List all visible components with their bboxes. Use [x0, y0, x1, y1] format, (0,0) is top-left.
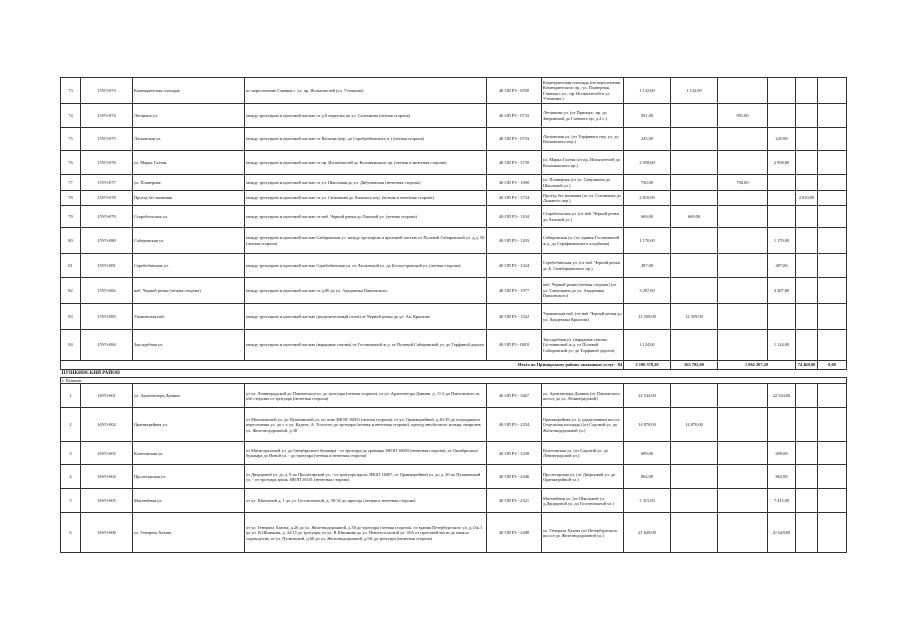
amount [796, 104, 818, 128]
row-number: 81 [61, 254, 81, 278]
amount [671, 151, 718, 175]
amount [818, 206, 847, 228]
amount-total: 1 132,00 [624, 78, 671, 104]
amount [671, 254, 718, 278]
road-segment: Серебобинская ул. (от наб. Черной речки до Б. Симбирцевского пр.) [542, 254, 624, 278]
amount [768, 78, 796, 104]
road-segment: Оранжерейная ул. (с разделенным шоссе Отдельная площадь) (от Садовой ул. до Железнодорожной ул.) [542, 408, 624, 442]
item-code: 16УО-001 [81, 384, 133, 408]
road-reference: 40 ОП РЗ - 1324 [487, 254, 542, 278]
street-name: Ушаковская наб. [133, 304, 245, 330]
amount: 1 124,00 [768, 330, 796, 361]
item-code: 15УО-073 [81, 78, 133, 104]
amount [796, 513, 818, 553]
amount [818, 191, 847, 206]
table-row [61, 408, 847, 442]
amount: 699,00 [768, 442, 796, 465]
item-code: 15УО-079 [81, 206, 133, 228]
row-number: 77 [61, 175, 81, 191]
street-name: Магазейная ул. [133, 489, 245, 513]
street-name: ул. Архитектора Данини [133, 384, 245, 408]
amount: 487,00 [768, 254, 796, 278]
amount [671, 278, 718, 304]
item-code: 16УО-004 [81, 465, 133, 489]
row-number: 80 [61, 228, 81, 254]
document-sheet [60, 77, 846, 553]
total-value: 2 100 378,20 [624, 361, 671, 370]
road-segment: Сабировская ул. (от здания Гостиничной ж.д. до Серафимовского кладбища) [542, 228, 624, 254]
row-number: 79 [61, 206, 81, 228]
amount [718, 151, 768, 175]
amount: 2 810,00 [796, 191, 818, 206]
table-row [61, 489, 847, 513]
item-code: 15УО-074 [81, 104, 133, 128]
work-description: от ул. Школьной д. 1 до ул. Госпитальной, д. 30-32 до проезда (четная и нечетная сторона) [245, 489, 487, 513]
amount: 2 958,00 [768, 151, 796, 175]
amount-total: 22 534,00 [624, 384, 671, 408]
work-description: между тротуаром и проезжей частью (разделительный газон) от Черной речки до ул. Ак. Крылова [245, 304, 487, 330]
work-description: между тротуаром и проезжей частью Сабировская ул. между тротуаром и проезжей частью от Полевой Сабировской ул. д.д. 50 (четная сторона) [245, 228, 487, 254]
table-row [61, 78, 847, 104]
amount [818, 330, 847, 361]
total-value: 0,00 [818, 361, 847, 370]
amount [796, 408, 818, 442]
amount [768, 206, 796, 228]
road-segment: ул. Планерная (от ул. Савушкина до Школьной ул.) [542, 175, 624, 191]
amount [718, 128, 768, 151]
item-code: 15УО-078 [81, 191, 133, 206]
amount [671, 465, 718, 489]
road-segment: Ушаковская наб. (от наб. Черной речки до ул. Академика Крылова) [542, 304, 624, 330]
table-row [61, 151, 847, 175]
item-code: 15УО-084 [81, 330, 133, 361]
amount [671, 104, 718, 128]
amount [818, 384, 847, 408]
item-code: 16УО-002 [81, 408, 133, 442]
amount [768, 408, 796, 442]
work-description: между тротуаром и проезжей частью от пр. Испытателей до Коломяжского пр. (четная и нечетная сторона) [245, 151, 487, 175]
amount: 7 415,00 [768, 489, 796, 513]
item-code: 16УО-003 [81, 442, 133, 465]
work-description: от ул. Ленинградской до Павловского ш. до тротуара (четная сторона), от ул. Архитектора Данини, д. 11 б до Павловского ш. обе стороны от тротуара (нечетная сторона) [245, 384, 487, 408]
amount-total: 669,00 [624, 206, 671, 228]
row-number: 76 [61, 151, 81, 175]
amount [796, 206, 818, 228]
street-name: ул. Планерная [133, 175, 245, 191]
row-number: 83 [61, 304, 81, 330]
work-description: между тротуаром и проезжей частью Серебобинская ул. от Ласковской ул. до Белоостровской ул. (четная сторона) [245, 254, 487, 278]
amount: 12 559,00 [671, 304, 718, 330]
amount [718, 408, 768, 442]
street-name: Ласковская ул. [133, 128, 245, 151]
amount [818, 465, 847, 489]
work-description: между тротуаром и проезжей частью от наб. Черной речки до Ланской ул. (четная сторона) [245, 206, 487, 228]
amount [768, 104, 796, 128]
street-name: Сабировская ул. [133, 228, 245, 254]
amount [718, 489, 768, 513]
amount [671, 228, 718, 254]
road-reference: 40 ОП РЗ - 1090 [487, 175, 542, 191]
item-code: 15УО-076 [81, 151, 133, 175]
street-name: ул. Марка Галтия [133, 151, 245, 175]
amount-total: 487,00 [624, 254, 671, 278]
item-code: 15УО-077 [81, 175, 133, 191]
amount-total: 21 629,00 [624, 513, 671, 553]
amount [818, 408, 847, 442]
amount [818, 254, 847, 278]
table-row [61, 254, 847, 278]
amount [796, 330, 818, 361]
road-segment: ул. Марка Галтия (от пр. Испытателей до Коломяжского пр.) [542, 151, 624, 175]
work-description: между тротуаром и проезжей частью (нарядные газоны) от Гостиничной ж.д. от Полевой Сабировской ул. до Торфяной дороги [245, 330, 487, 361]
work-description: между тротуаром и проезжей частью от ул. Ситникова до Лыжного пер. (четная и нечетная сторона) [245, 191, 487, 206]
row-number: 84 [61, 330, 81, 361]
amount [796, 254, 818, 278]
amount-total: 7 415,00 [624, 489, 671, 513]
road-reference: 40 ОП РЗ - 2346 [487, 465, 542, 489]
street-name: Заусадебная ул. [133, 330, 245, 361]
amount: 862,00 [768, 465, 796, 489]
road-reference: 40 ОП РЗ - 3734 [487, 191, 542, 206]
amount [718, 206, 768, 228]
road-reference: 40 ОП РЗ - 2321 [487, 489, 542, 513]
amount [818, 104, 847, 128]
table-row [61, 206, 847, 228]
amount: 669,00 [671, 206, 718, 228]
amount [718, 330, 768, 361]
amount-total: 3 207,00 [624, 278, 671, 304]
row-number: 3 [61, 442, 81, 465]
item-code: 15УО-075 [81, 128, 133, 151]
row-number: 1 [61, 384, 81, 408]
row-number: 74 [61, 104, 81, 128]
amount [818, 513, 847, 553]
amount [718, 254, 768, 278]
road-segment: Заусадебная ул. (нарядные газоны Гостиничной ж.д. от Полевой Сабировской ул. до Торфяной дороги) [542, 330, 624, 361]
amount [671, 330, 718, 361]
road-reference: 40 ОП РЗ - 0550 [487, 78, 542, 104]
amount [796, 442, 818, 465]
row-number: 2 [61, 408, 81, 442]
amount [796, 384, 818, 408]
road-segment: Магазейная ул. (от Школьной ул. д.Дворцовой ул. до Госпитальной ул.) [542, 489, 624, 513]
road-segment: Старобельская ул. (от наб. Черной речки до Ланской ул.) [542, 206, 624, 228]
road-segment: Проезд без названия (от ул. Ситникова до Лыжного пер.) [542, 191, 624, 206]
amount-total: 12 559,00 [624, 304, 671, 330]
road-segment: ул. Архитектора Данини (от Павловского шоссе до ул. Ленинградской) [542, 384, 624, 408]
road-reference: 40 ОП РЗ - 3739 [487, 151, 542, 175]
item-code: 15УО-080 [81, 228, 133, 254]
amount: 991,00 [718, 104, 768, 128]
item-code: 15УО-083 [81, 304, 133, 330]
road-segment: Комендантская площадь (на пересечении Комендантского пр., ул. Планерная, Главная с.ул., пр. Испытателей и ул. Уточкина.) [542, 78, 624, 104]
table-row [61, 228, 847, 254]
amount [718, 78, 768, 104]
amount [718, 304, 768, 330]
amount-total: 862,00 [624, 465, 671, 489]
amount [671, 442, 718, 465]
work-description: по пересечению Главная с. ул. пр. Испытателей (ул. Уточкина) [245, 78, 487, 104]
total-value: 1 862 207,20 [718, 361, 796, 370]
road-reference: 40 ОП РЗ - 3467 [487, 384, 542, 408]
table-row [61, 304, 847, 330]
amount [671, 191, 718, 206]
amount [818, 442, 847, 465]
amount [796, 228, 818, 254]
work-description: между тротуаром и проезжей частью от ул. Школьная до ул. Дибуновская (нечетная сторона) [245, 175, 487, 191]
row-number: 5 [61, 489, 81, 513]
road-reference: 40 ОП РЗ - 0733 [487, 128, 542, 151]
row-number: 75 [61, 128, 81, 151]
primorsky-rows [61, 78, 847, 361]
work-description: от ул. Генерала Хазова, д.20 до ул. Железнодорожной, д.50 до тротуара (четная сторона), от здания Петербургского ул. д.13к.1 до ул. В.Шишкова, д. 32/15 до тротуара, от ул. В.Шишкова до ул. Новогосельской ул. 35А от проезжей части до начала садоводства, от ул. Пулковской, д.68 до ул. Железнодорожной, д.9А до тротуара (нечетная сторона) [245, 513, 487, 553]
amount [718, 278, 768, 304]
street-name: Серебобинская ул. [133, 254, 245, 278]
amount [796, 465, 818, 489]
work-description: от Малиновской ул. до Пушкинской ул. по зоне ЗНОП 16003 (четная сторона), от ул. Оранжерейной, д.20-19 до подходящего пересечения ул. до с.т. ул. Кадета, А. Толстого до тротуара (четная и нечетная сторона), проезд автобусного кольца, напротив ул. Железнодорожной, д.38 [245, 408, 487, 442]
services-table [60, 77, 847, 553]
amount [818, 489, 847, 513]
street-name: Проезд без названия [133, 191, 245, 206]
table-row [61, 384, 847, 408]
road-reference: 40 ОП РЗ - 1203 [487, 228, 542, 254]
amount [818, 128, 847, 151]
amount [796, 151, 818, 175]
row-number: 73 [61, 78, 81, 104]
total-value: 74 469,00 [796, 361, 818, 370]
road-reference: 40 ОП РЗ - 2338 [487, 442, 542, 465]
amount-total: 2 958,00 [624, 151, 671, 175]
street-name: Пролетарская ул. [133, 465, 245, 489]
amount: 245,00 [768, 128, 796, 151]
amount [768, 304, 796, 330]
work-description: между тротуаром и проезжей частью от д.8 переулка до ул. Салтыкова (четная сторона) [245, 104, 487, 128]
amount-total: 14 870,00 [624, 408, 671, 442]
amount [796, 78, 818, 104]
item-code: 16УО-006 [81, 513, 133, 553]
work-description: от Дворцовой ул. до д. 8 по Пролетарской ул. - от тротуара вдоль ЗНОП 16007, от Оранжерейной ул. до д. 20 по Пушкинской ул. - от тротуара вдоль ЗНОП 16101 (нечетная сторона) [245, 465, 487, 489]
amount: 21 629,00 [768, 513, 796, 553]
street-name: Комендантская площадь [133, 78, 245, 104]
row-number: 78 [61, 191, 81, 206]
amount [796, 175, 818, 191]
road-segment: Кочетовская ул. (от Садовой ул. до Ленинградской ул.) [542, 442, 624, 465]
amount [768, 191, 796, 206]
amount [818, 278, 847, 304]
item-code: 15УО-082 [81, 278, 133, 304]
street-name: наб. Черной речки (четная сторона) [133, 278, 245, 304]
item-code: 15УО-081 [81, 254, 133, 278]
amount [796, 304, 818, 330]
amount [818, 228, 847, 254]
amount [818, 175, 847, 191]
road-reference: 40 ОП РЗ - 1522 [487, 304, 542, 330]
amount [796, 489, 818, 513]
amount: 1 132,00 [671, 78, 718, 104]
amount-total: 991,00 [624, 104, 671, 128]
amount [671, 175, 718, 191]
road-reference: 40 ОП РЗ - 0733 [487, 104, 542, 128]
amount [718, 228, 768, 254]
amount: 3 207,00 [768, 278, 796, 304]
amount [818, 304, 847, 330]
street-name: Старобельская ул. [133, 206, 245, 228]
amount-total: 2 810,00 [624, 191, 671, 206]
amount-total: 1 124,00 [624, 330, 671, 361]
row-number: 6 [61, 513, 81, 553]
amount-total: 699,00 [624, 442, 671, 465]
amount [671, 384, 718, 408]
work-description: между тротуаром и проезжей частью от Васкова (пер. до Серебробинского п.) (четная сторона) [245, 128, 487, 151]
table-row [61, 175, 847, 191]
amount [718, 191, 768, 206]
amount: 22 534,00 [768, 384, 796, 408]
amount [796, 128, 818, 151]
street-name: ул. Генерала Хазова [133, 513, 245, 553]
street-name: Летчиков ул. [133, 104, 245, 128]
row-number: 82 [61, 278, 81, 304]
pushkinsky-rows [61, 384, 847, 553]
amount [818, 151, 847, 175]
amount [796, 278, 818, 304]
amount [718, 384, 768, 408]
road-reference: 40 ОП РЗ - 2354 [487, 408, 542, 442]
amount [718, 465, 768, 489]
amount [671, 513, 718, 553]
amount-total: 245,00 [624, 128, 671, 151]
road-segment: наб. Черной речки (четная сторона) (от ул. Савушкина до ул. Академика Павловского) [542, 278, 624, 304]
amount [768, 175, 796, 191]
table-row [61, 191, 847, 206]
amount: 14 870,00 [671, 408, 718, 442]
street-name: Оранжерейная ул. [133, 408, 245, 442]
road-segment: Пролетарская ул. (от Дворцовой ул. до Оранжерейной ул.) [542, 465, 624, 489]
item-code: 16УО-005 [81, 489, 133, 513]
total-row [61, 361, 847, 370]
road-reference: 40 ОП РЗ - 0810 [487, 330, 542, 361]
road-reference: 40 ОП РЗ - 2288 [487, 513, 542, 553]
work-description: от Магистральной ул. до Октябрьского бульвара - от тротуара до границы ЗНОП 16003 (нечетная сторона), от Октябрьского бульвара до Новой ул. - до тротуара (четная и нечетная сторона) [245, 442, 487, 465]
table-row [61, 278, 847, 304]
amount [718, 513, 768, 553]
work-description: между тротуаром и проезжей частью от д.80 до ул. Академика Павловского [245, 278, 487, 304]
amount [671, 489, 718, 513]
table-row [61, 465, 847, 489]
total-label: Итого по Приморскому району оказанных услуг - 84 [61, 361, 624, 370]
amount-total: 750,00 [624, 175, 671, 191]
district-total [61, 361, 847, 384]
road-reference: 40 ОП РЗ - 1977 [487, 278, 542, 304]
section-row [61, 370, 847, 378]
road-reference: 40 ОП РЗ - 1104 [487, 206, 542, 228]
amount [718, 442, 768, 465]
amount: 750,00 [718, 175, 768, 191]
total-value: 563 702,00 [671, 361, 718, 370]
amount-total: 1 170,00 [624, 228, 671, 254]
table-row [61, 442, 847, 465]
table-row [61, 330, 847, 361]
road-segment: ул. Генерала Хазова (от Петербургского шоссе до Железнодорожной ул.) [542, 513, 624, 553]
subsection-title: г. Пушкин [61, 378, 847, 384]
amount [818, 78, 847, 104]
table-row [61, 128, 847, 151]
amount: 1 170,00 [768, 228, 796, 254]
row-number: 4 [61, 465, 81, 489]
road-segment: Летчикова ул. (от Приморс. пр. до Зверинской до Главного пр. д.2 с.) [542, 104, 624, 128]
table-row [61, 513, 847, 553]
amount [671, 128, 718, 151]
section-title: ПУШКИНСКИЙ РАЙОН [61, 370, 847, 378]
street-name: Кочетовская ул. [133, 442, 245, 465]
road-segment: Ласковская ул. (от Торфяного пер. ул. до Васковского пер.) [542, 128, 624, 151]
table-row [61, 104, 847, 128]
